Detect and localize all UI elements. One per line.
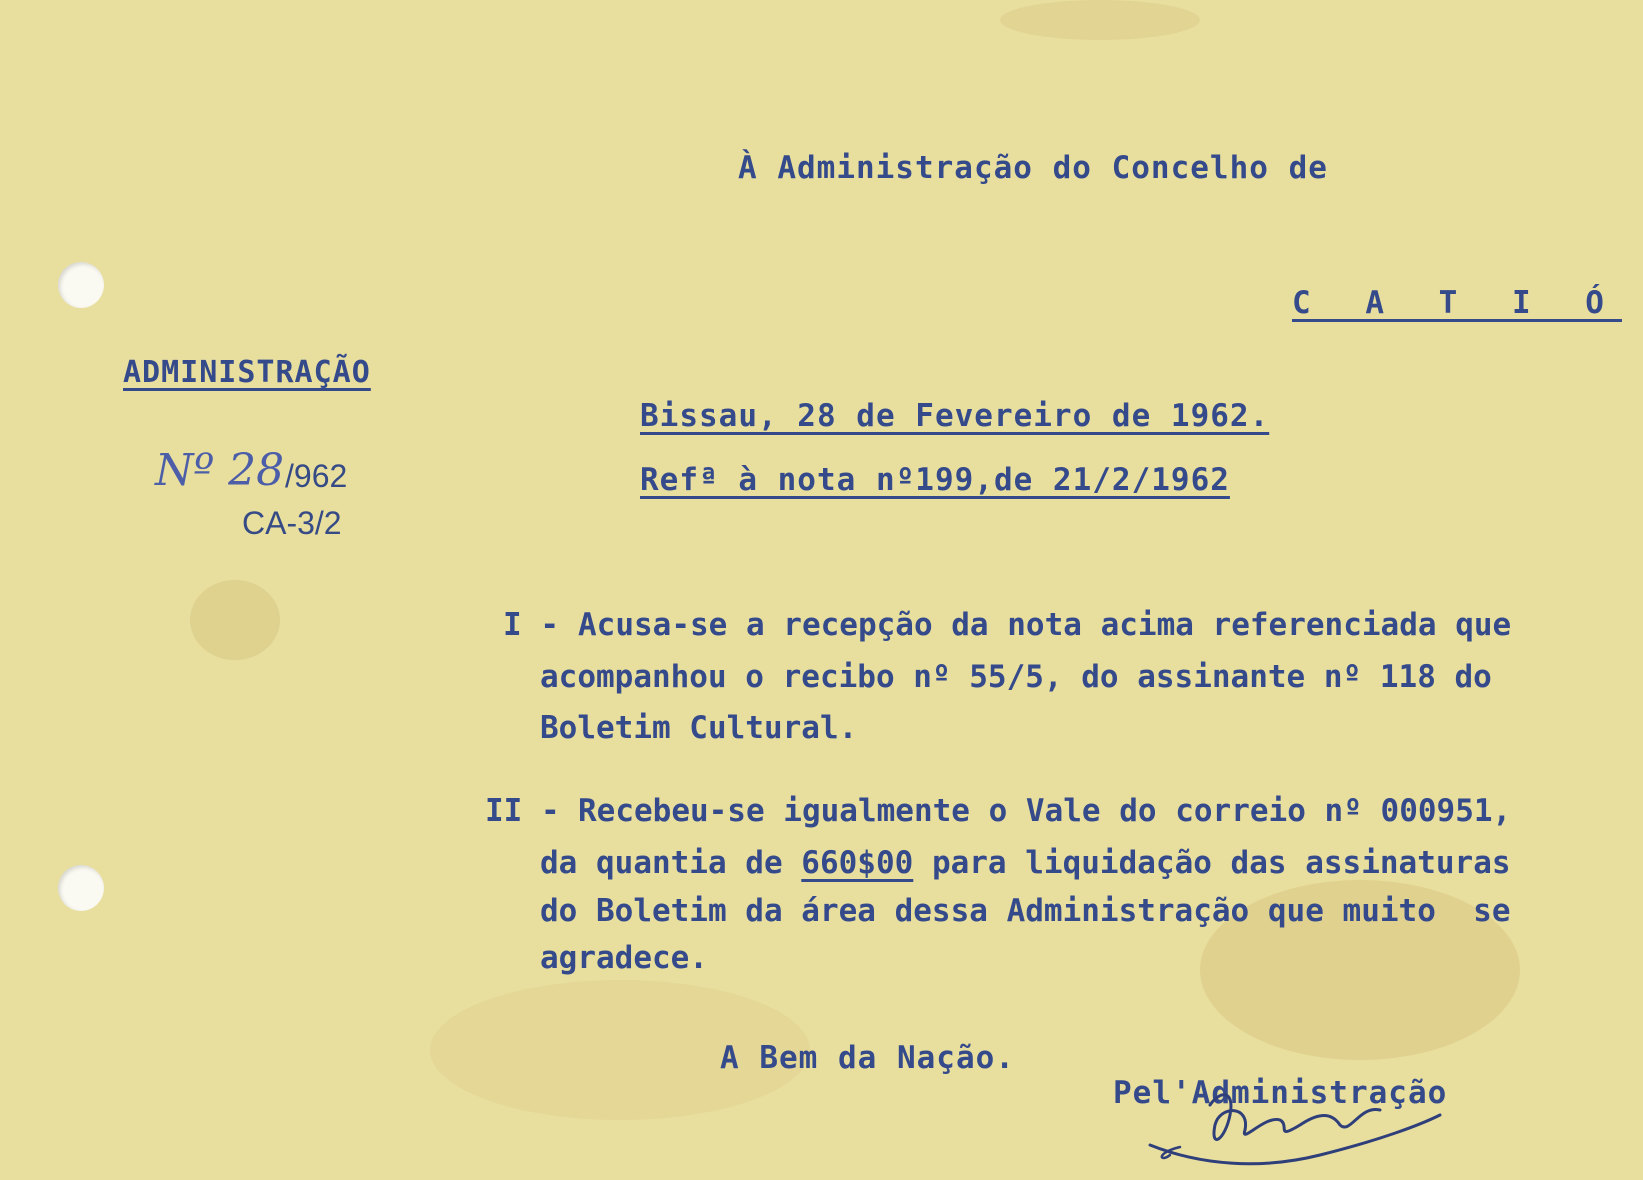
signature-label: Pel'Administração [1113, 1075, 1448, 1111]
punch-hole [58, 262, 104, 308]
signature [1140, 1085, 1460, 1175]
section-2-line: agradece. [540, 940, 708, 976]
closing: A Bem da Nação. [720, 1040, 1015, 1076]
amount: 660$00 [801, 845, 914, 881]
office-label: ADMINISTRAÇÃO [123, 355, 371, 390]
punch-hole [58, 865, 104, 911]
stain [1000, 0, 1200, 40]
date-line: Bissau, 28 de Fevereiro de 1962. [640, 398, 1270, 434]
section-1-line: acompanhou o recibo nº 55/5, do assinante nº 118 do [540, 659, 1492, 695]
section-2-line: Recebeu-se igualmente o Vale do correio nº 000951, [578, 793, 1512, 829]
stain [190, 580, 280, 660]
reference-code: CA-3/2 [242, 505, 342, 541]
reference-note: Refª à nota nº199,de 21/2/1962 [640, 462, 1230, 498]
section-1-numeral: I - [503, 607, 559, 643]
section-2-line-start: da quantia de [540, 845, 802, 881]
addressee-line: À Administração do Concelho de [738, 150, 1328, 186]
reference-year: /962 [285, 458, 348, 494]
section-2-line: do Boletim da área dessa Administração que muito se [540, 893, 1511, 929]
addressee-place: C A T I Ó [1292, 285, 1622, 321]
reference-number-handwritten: Nº 28 [155, 445, 285, 496]
section-2-line [540, 838, 1511, 888]
section-1-line: Boletim Cultural. [540, 710, 858, 746]
section-2-numeral: II - [485, 793, 560, 829]
section-1-line: Acusa-se a recepção da nota acima referenciada que [578, 607, 1512, 643]
section-2-line-rest: para liquidação das assinaturas [913, 845, 1511, 881]
